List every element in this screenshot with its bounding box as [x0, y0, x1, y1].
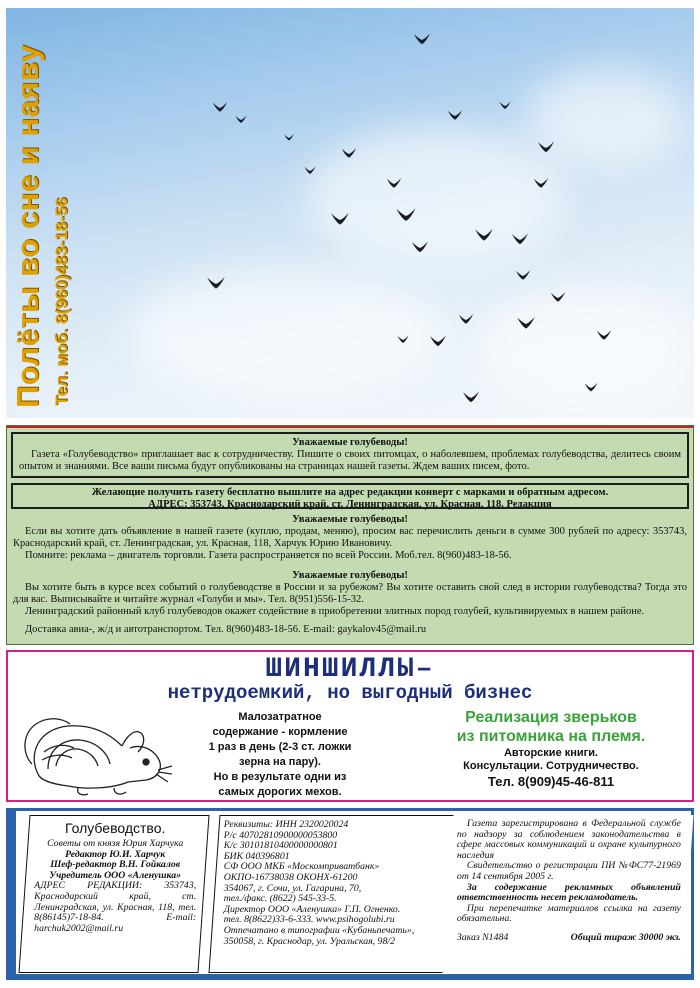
- imprint-column-requisites: [208, 815, 455, 973]
- pigeon-silhouette: [207, 277, 225, 289]
- requisites-line: Р/с 40702810900000053800: [223, 829, 338, 841]
- hero-phone: Тел. моб. 8(960)483-18-56: [52, 197, 71, 406]
- pigeon-silhouette: [213, 102, 227, 112]
- chinchilla-ad: [6, 650, 694, 802]
- ad-left-line: зерна на пару).: [239, 756, 321, 768]
- pigeon-silhouette: [463, 391, 479, 402]
- ad-left-line: содержание - кормление: [212, 726, 348, 738]
- free-copy-box: [11, 483, 689, 509]
- pigeon-flock-illustration: [6, 8, 694, 418]
- editor: Редактор Ю.И. Харчук: [65, 848, 166, 860]
- pigeon-silhouette: [551, 292, 565, 302]
- ad-left-text: [180, 710, 380, 800]
- ad-phone: Тел. 8(909)45-46-811: [487, 774, 615, 789]
- ad-left-line: 1 раз в день (2-3 ст. ложки: [208, 741, 352, 753]
- requisites-line: СФ ООО МКБ «Москомприватбанк»: [223, 861, 380, 873]
- imprint-footer: [6, 808, 694, 980]
- pigeon-silhouette: [304, 166, 315, 174]
- reprint-text: При перепечатке материалов ссылка на газету обязательна.: [456, 902, 681, 925]
- free-copy-line1: Желающие получить газету бесплатно вышлите на адрес редакции конверт с марками и обратным адресом.: [91, 487, 609, 498]
- pigeon-silhouette: [597, 330, 611, 340]
- circulation: Общий тираж 30000 экз.: [570, 931, 681, 943]
- journal-heading: Уважаемые голубеводы!: [292, 570, 408, 581]
- pigeon-silhouette: [448, 110, 462, 120]
- club-text: Ленинградский районный клуб голубеводов окажет содействие в приобретении элитных пород голубей, культивируемых в нашем районе.: [25, 606, 645, 617]
- requisites-line: Отпечатано в типографии «Кубаньпечать»,: [223, 924, 415, 936]
- registration-text: Газета зарегистрирована в Федеральной службе по надзору за соблюдением законодательства в сфере массовых коммуникаций и охране культурного наследия: [456, 818, 681, 861]
- ad-right-heading: [406, 708, 696, 746]
- hero-title: Полёты во сне и наяву: [10, 44, 45, 408]
- ad-right-heading-line: из питомника на племя.: [456, 728, 646, 745]
- editorial-address: АДРЕС РЕДАКЦИИ: 353743, Краснодарский край, ст. Ленинградская, ул. Красная, 118, тел. 8(86145)7-18-84. E-mail: harchuk2002@mail.ru: [34, 880, 197, 934]
- ad-left-line: Но в результате одни из: [213, 771, 347, 783]
- pigeon-silhouette: [459, 314, 473, 324]
- ad-right-heading-line: Реализация зверьков: [465, 709, 637, 726]
- invitation-text: Газета «Голубеводство» приглашает вас к сотрудничеству. Пишите о своих питомцах, о наболевшем, проблемах голубеводства, делитесь своим опытом и знаниями. Все ваши письма будут опубликованы на страницах нашей газеты. Ждем ваших писем, фото.: [19, 449, 681, 472]
- ad-right-text: [406, 747, 696, 773]
- requisites-line: тел. 8(8622)33-6-333. www.psihogolubi.ru: [223, 914, 395, 926]
- info-announcements: [13, 514, 687, 636]
- ad-responsibility-text: За содержание рекламных объявлений ответственность несет рекламодатель.: [456, 881, 681, 904]
- ad-text: Если вы хотите дать объявление в нашей газете (куплю, продам, меняю), просим вас перечислить деньги в сумме 300 рублей по адресу: 353743, Краснодарский край, ст. Ленинградская, ул. Красная, 118, Харчук Юрию Ивановичу.: [13, 526, 687, 549]
- imprint-column-registration: [442, 815, 693, 973]
- requisites-line: тел./факс. (8622) 545-33-5.: [223, 893, 337, 905]
- pigeon-silhouette: [512, 233, 528, 244]
- requisites-line: ОКПО-16738038 ОКОНХ-61200: [223, 871, 358, 883]
- info-block: [6, 425, 694, 645]
- invitation-box: [11, 432, 689, 478]
- pigeon-silhouette: [412, 241, 428, 252]
- pigeon-silhouette: [387, 178, 401, 188]
- certificate-text: Свидетельство о регистрации ПИ №ФС77-21969 от 14 сентября 2005 г.: [456, 860, 681, 882]
- pigeon-silhouette: [516, 270, 530, 280]
- requisites-line: 354067, г. Сочи, ул. Гагарина, 70,: [223, 882, 362, 894]
- newspaper-name: Голубеводство.: [64, 820, 166, 836]
- pigeon-silhouette: [475, 229, 493, 241]
- requisites-line: 350058, г. Краснодар, ул. Уральская, 98/2: [223, 935, 395, 947]
- invitation-heading: Уважаемые голубеводы!: [292, 437, 408, 448]
- pigeon-silhouette: [517, 317, 535, 329]
- red-divider: [7, 426, 693, 428]
- pigeon-silhouette: [235, 115, 246, 123]
- pigeon-silhouette: [331, 213, 349, 225]
- ad-right-text-line: Консультации. Сотрудничество.: [463, 760, 639, 772]
- ad-right-text-line: Авторские книги.: [503, 747, 599, 759]
- chinchilla-drawing-icon: [18, 704, 174, 800]
- ad-title: ШИНШИЛЛЫ–: [265, 654, 435, 685]
- requisites-line: К/с 30101810400000000801: [223, 840, 338, 852]
- imprint-column-publisher: [18, 815, 209, 973]
- pigeon-silhouette: [396, 208, 415, 221]
- ad-subtitle: нетрудоемкий, но выгодный бизнес: [167, 682, 533, 704]
- delivery-text: Доставка авиа-, ж/д и автотранспортом. Тел. 8(960)483-18-56. E-mail: gaykalov45@mail.ru: [25, 624, 427, 635]
- requisites-line: Директор ООО «Аленушка» Г.П. Огненко.: [223, 903, 401, 915]
- tagline: Советы от князя Юрия Харчука: [47, 838, 184, 849]
- pigeon-silhouette: [342, 148, 356, 158]
- ad-heading: Уважаемые голубеводы!: [292, 514, 408, 525]
- pigeon-silhouette: [585, 383, 598, 392]
- founder: Учредитель ООО «Аленушка»: [49, 869, 182, 881]
- pigeon-silhouette: [538, 141, 554, 152]
- pigeon-silhouette: [499, 101, 510, 109]
- pigeon-silhouette: [534, 178, 548, 188]
- pigeon-silhouette: [284, 134, 294, 140]
- ad-text-2: Помните: реклама – двигатель торговли. Газета распространяется по всей России. Моб.тел. 8(960)483-18-56.: [25, 550, 512, 561]
- pigeon-silhouette: [430, 335, 446, 346]
- requisites-line: БИК 040396801: [223, 850, 290, 862]
- hero-sky-photo: [6, 8, 694, 418]
- order-number: Заказ N1484: [456, 931, 509, 943]
- free-copy-address: АДРЕС: 353743, Краснодарский край, ст. Ленинградская, ул. Красная, 118. Редакция: [148, 499, 552, 510]
- order-circulation-row: [457, 933, 681, 944]
- ad-left-line: самых дорогих мехов.: [218, 786, 342, 798]
- journal-text: Вы хотите быть в курсе всех событий о голубеводстве в России и за рубежом? Вы хотите оставить свой след в истории голубеводства? Тогда это для вас. Выписывайте и читайте журнал «Голуби и мы». Тел. 8(951)556-15-32.: [13, 582, 687, 605]
- pigeon-silhouette: [397, 335, 408, 343]
- ad-left-line: Малозатратное: [238, 711, 322, 723]
- requisites-line: Реквизиты: ИНН 2320020024: [223, 819, 349, 830]
- pigeon-silhouette: [414, 33, 430, 44]
- chief-editor: Шеф-редактор В.Н. Гойкалов: [50, 859, 181, 871]
